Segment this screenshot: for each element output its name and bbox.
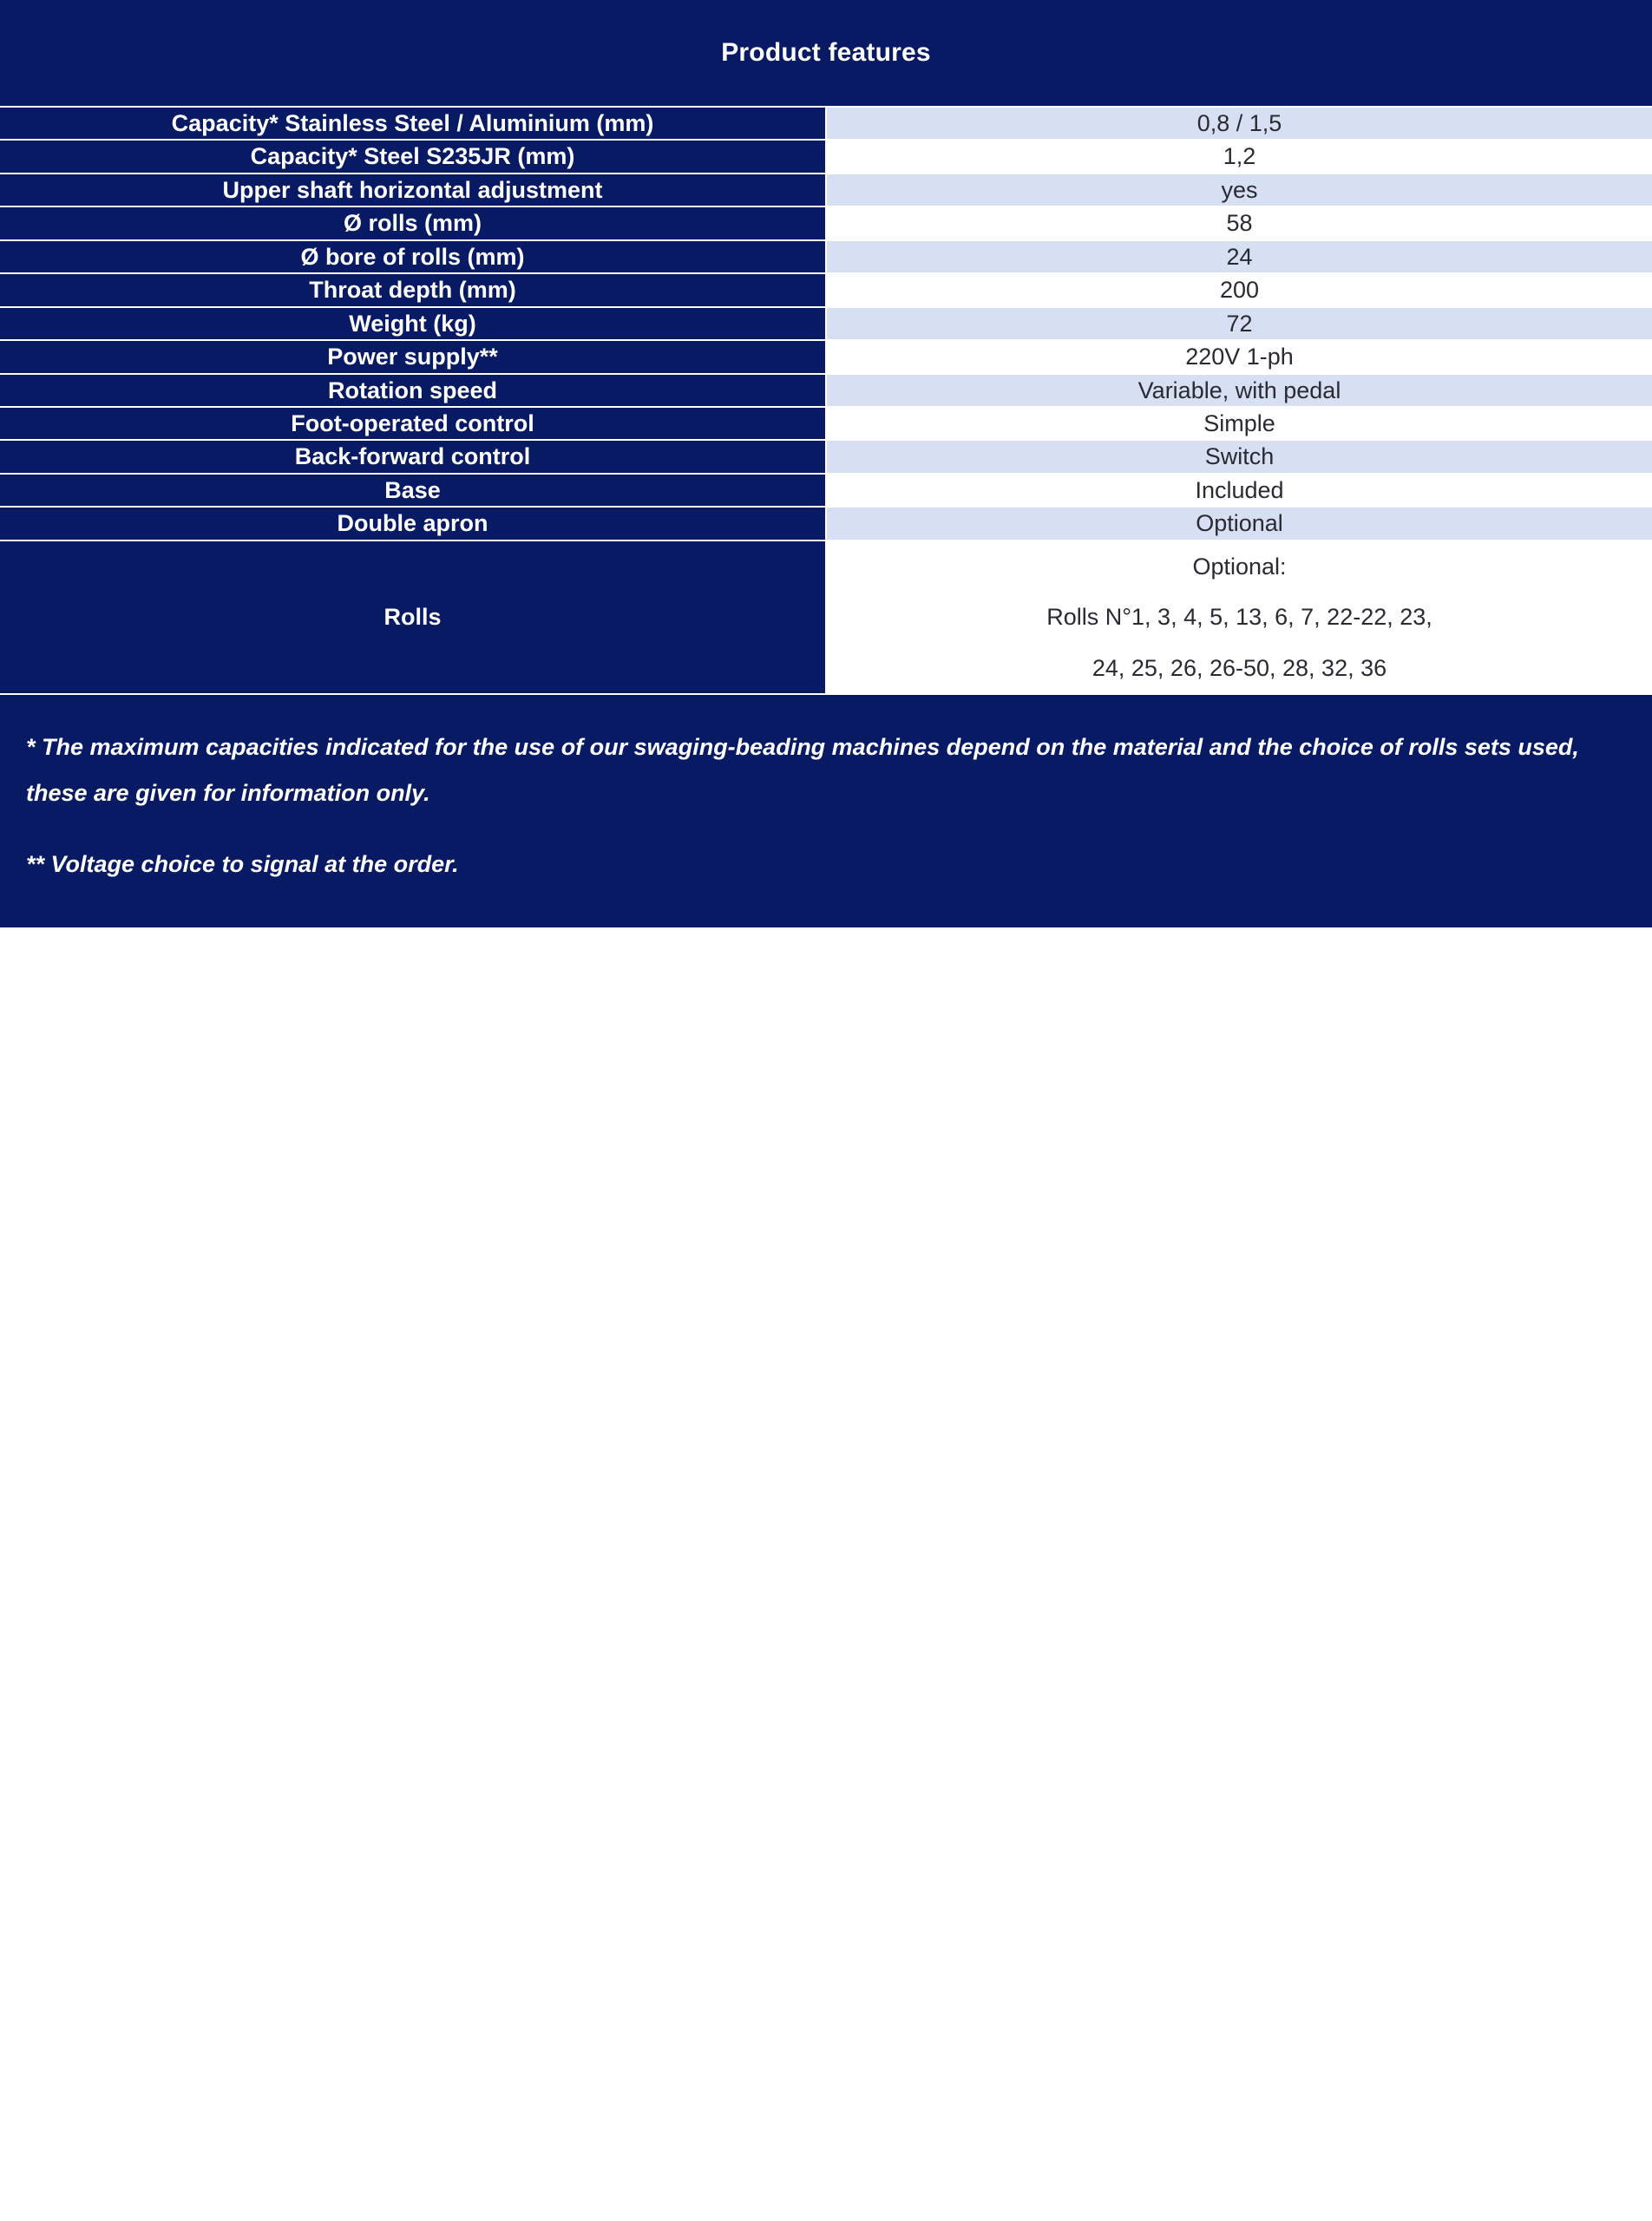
row-label: Rotation speed bbox=[0, 374, 826, 407]
table-row bbox=[0, 340, 1652, 373]
row-value: Simple bbox=[826, 407, 1652, 440]
row-value-rolls bbox=[826, 541, 1652, 694]
row-value: Switch bbox=[826, 440, 1652, 473]
row-value: 220V 1-ph bbox=[826, 340, 1652, 373]
table-header-row bbox=[0, 0, 1652, 107]
row-label: Base bbox=[0, 474, 826, 507]
row-label: Upper shaft horizontal adjustment bbox=[0, 174, 826, 206]
table-row bbox=[0, 474, 1652, 507]
row-value: 0,8 / 1,5 bbox=[826, 107, 1652, 140]
row-value: 24 bbox=[826, 240, 1652, 273]
table-row bbox=[0, 140, 1652, 173]
table-header-title: Product features bbox=[0, 0, 1652, 107]
rolls-line-3: 24, 25, 26, 26-50, 28, 32, 36 bbox=[1092, 654, 1387, 681]
table-row bbox=[0, 273, 1652, 306]
table-row bbox=[0, 307, 1652, 340]
table-row bbox=[0, 507, 1652, 540]
row-value: 72 bbox=[826, 307, 1652, 340]
row-value: yes bbox=[826, 174, 1652, 206]
row-value: Optional bbox=[826, 507, 1652, 540]
row-label: Power supply** bbox=[0, 340, 826, 373]
footnotes-section bbox=[0, 695, 1652, 927]
table-row bbox=[0, 174, 1652, 206]
table-row bbox=[0, 407, 1652, 440]
footnote-capacities: * The maximum capacities indicated for the use of our swaging-beading machines depend on the material and the choice of rolls sets used, these are given for information only. bbox=[26, 734, 1579, 806]
row-value: 58 bbox=[826, 206, 1652, 239]
table-row bbox=[0, 206, 1652, 239]
row-label: Back-forward control bbox=[0, 440, 826, 473]
row-label: Foot-operated control bbox=[0, 407, 826, 440]
row-label: Ø bore of rolls (mm) bbox=[0, 240, 826, 273]
footnote-voltage: ** Voltage choice to signal at the order. bbox=[26, 851, 459, 878]
rolls-line-1: Optional: bbox=[1192, 553, 1287, 580]
row-label: Double apron bbox=[0, 507, 826, 540]
row-value: Included bbox=[826, 474, 1652, 507]
row-label: Ø rolls (mm) bbox=[0, 206, 826, 239]
table-row bbox=[0, 107, 1652, 140]
table-body bbox=[0, 107, 1652, 694]
row-value: Variable, with pedal bbox=[826, 374, 1652, 407]
row-label: Throat depth (mm) bbox=[0, 273, 826, 306]
product-features-table bbox=[0, 0, 1652, 695]
table-row-rolls bbox=[0, 541, 1652, 694]
row-label: Weight (kg) bbox=[0, 307, 826, 340]
row-label: Capacity* Steel S235JR (mm) bbox=[0, 140, 826, 173]
row-label: Rolls bbox=[0, 541, 826, 694]
row-label: Capacity* Stainless Steel / Aluminium (mm) bbox=[0, 107, 826, 140]
table-row bbox=[0, 240, 1652, 273]
rolls-line-2: Rolls N°1, 3, 4, 5, 13, 6, 7, 22-22, 23, bbox=[1046, 604, 1432, 631]
row-value: 1,2 bbox=[826, 140, 1652, 173]
row-value: 200 bbox=[826, 273, 1652, 306]
table-row bbox=[0, 374, 1652, 407]
table-row bbox=[0, 440, 1652, 473]
